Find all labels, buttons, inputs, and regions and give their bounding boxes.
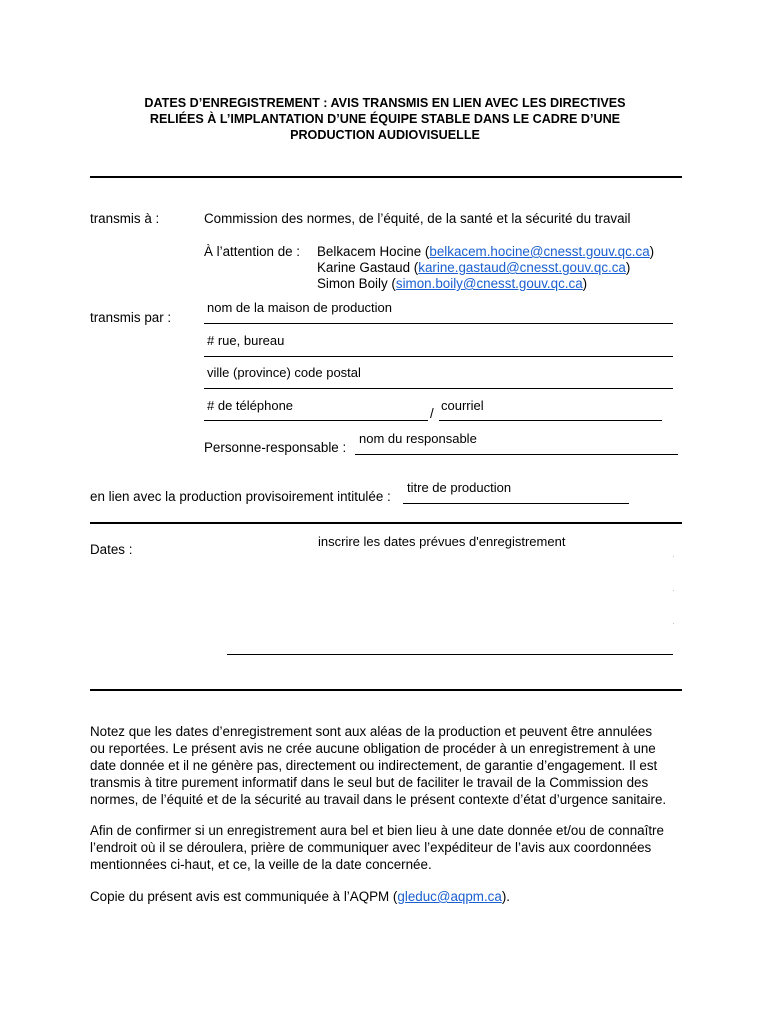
dates-field-mark-3 bbox=[673, 623, 674, 624]
contact-email-link-3[interactable]: simon.boily@cnesst.gouv.qc.ca bbox=[395, 276, 583, 291]
notes-p2-line-2: l’endroit où il se déroulera, prière de communiquer avec l’expéditeur de l’avis aux coordonnées bbox=[90, 840, 652, 855]
contact-line-1: Belkacem Hocine (belkacem.hocine@cnesst.gouv.qc.ca) bbox=[317, 244, 655, 259]
notes-paragraph-2 bbox=[90, 822, 690, 873]
dates-label: Dates : bbox=[90, 542, 133, 557]
copy-text: Copie du présent avis est communiquée à l’AQPM ( bbox=[90, 889, 398, 904]
notes-paragraph-1 bbox=[90, 723, 690, 808]
title-line-1: DATES D’ENREGISTREMENT : AVIS TRANSMIS EN LIEN AVEC LES DIRECTIVES bbox=[144, 96, 626, 110]
recipient-organization: Commission des normes, de l’équité, de la santé et la sécurité du travail bbox=[204, 211, 631, 226]
production-title-field[interactable] bbox=[403, 503, 629, 504]
street-field[interactable] bbox=[204, 356, 673, 357]
phone-email-separator: / bbox=[430, 406, 434, 421]
middle-divider bbox=[90, 522, 682, 524]
street-hint: # rue, bureau bbox=[207, 333, 285, 348]
contact-line-3: Simon Boily (simon.boily@cnesst.gouv.qc.ca) bbox=[317, 276, 588, 291]
contact-email-link-1[interactable]: belkacem.hocine@cnesst.gouv.qc.ca bbox=[429, 244, 650, 259]
notes-p1-line-2: ou reportées. Le présent avis ne crée aucune obligation de procéder à un enregistrement à une bbox=[90, 741, 656, 756]
copy-end: ). bbox=[501, 889, 510, 904]
dates-field[interactable] bbox=[227, 654, 673, 655]
title-line-2: RELIÉES À L’IMPLANTATION D’UNE ÉQUIPE STABLE DANS LE CADRE D’UNE bbox=[149, 112, 621, 126]
attention-label: À l’attention de : bbox=[204, 244, 301, 259]
bottom-divider bbox=[90, 689, 682, 691]
dates-hint: inscrire les dates prévues d'enregistrement bbox=[318, 534, 566, 549]
top-divider bbox=[90, 176, 682, 178]
notes-p1-line-5: normes, de l’équité et de la sécurité au travail dans le présent contexte d’état d’urgence sanitaire. bbox=[90, 792, 667, 807]
notes-p1-line-1: Notez que les dates d’enregistrement sont aux aléas de la production et peuvent être annulées bbox=[90, 724, 653, 739]
email-field[interactable] bbox=[439, 420, 662, 421]
document-title bbox=[60, 95, 710, 143]
notes-p2-line-3: mentionnées ci-haut, et ce, la veille de la date concernée. bbox=[90, 857, 432, 872]
production-title-hint: titre de production bbox=[407, 480, 512, 495]
notes-p2-line-1: Afin de confirmer si un enregistrement aura bel et bien lieu à une date donnée et/ou de connaître bbox=[90, 823, 664, 838]
production-house-hint: nom de la maison de production bbox=[207, 300, 393, 315]
contact-name-2: Karine Gastaud bbox=[317, 260, 411, 275]
responsible-label: Personne-responsable : bbox=[204, 440, 347, 455]
city-hint: ville (province) code postal bbox=[207, 365, 361, 380]
city-field[interactable] bbox=[204, 388, 673, 389]
phone-field[interactable] bbox=[204, 420, 428, 421]
aqpm-email-link[interactable]: gleduc@aqpm.ca bbox=[397, 889, 502, 904]
phone-hint: # de téléphone bbox=[207, 398, 294, 413]
responsible-field[interactable] bbox=[355, 454, 678, 455]
title-line-3: PRODUCTION AUDIOVISUELLE bbox=[290, 128, 480, 142]
notes-p1-line-4: transmis à titre purement informatif dans le seul but de faciliter le travail de la Commission des bbox=[90, 775, 649, 790]
contact-name-1: Belkacem Hocine bbox=[317, 244, 422, 259]
production-label: en lien avec la production provisoirement intitulée : bbox=[90, 489, 391, 504]
dates-field-mark-2 bbox=[673, 590, 674, 591]
contact-name-3: Simon Boily bbox=[317, 276, 388, 291]
transmis-par-label: transmis par : bbox=[90, 310, 172, 325]
notes-p1-line-3: date donnée et il ne génère pas, directement ou indirectement, de garantie d’engagement. Il est bbox=[90, 758, 658, 773]
production-house-field[interactable] bbox=[204, 323, 673, 324]
contact-line-2: Karine Gastaud (karine.gastaud@cnesst.gouv.qc.ca) bbox=[317, 260, 631, 275]
contact-email-link-2[interactable]: karine.gastaud@cnesst.gouv.qc.ca bbox=[418, 260, 626, 275]
email-hint: courriel bbox=[441, 398, 484, 413]
responsible-hint: nom du responsable bbox=[359, 431, 477, 446]
dates-field-mark-1 bbox=[673, 556, 674, 557]
copy-notice bbox=[90, 888, 690, 905]
transmis-a-label: transmis à : bbox=[90, 211, 160, 226]
